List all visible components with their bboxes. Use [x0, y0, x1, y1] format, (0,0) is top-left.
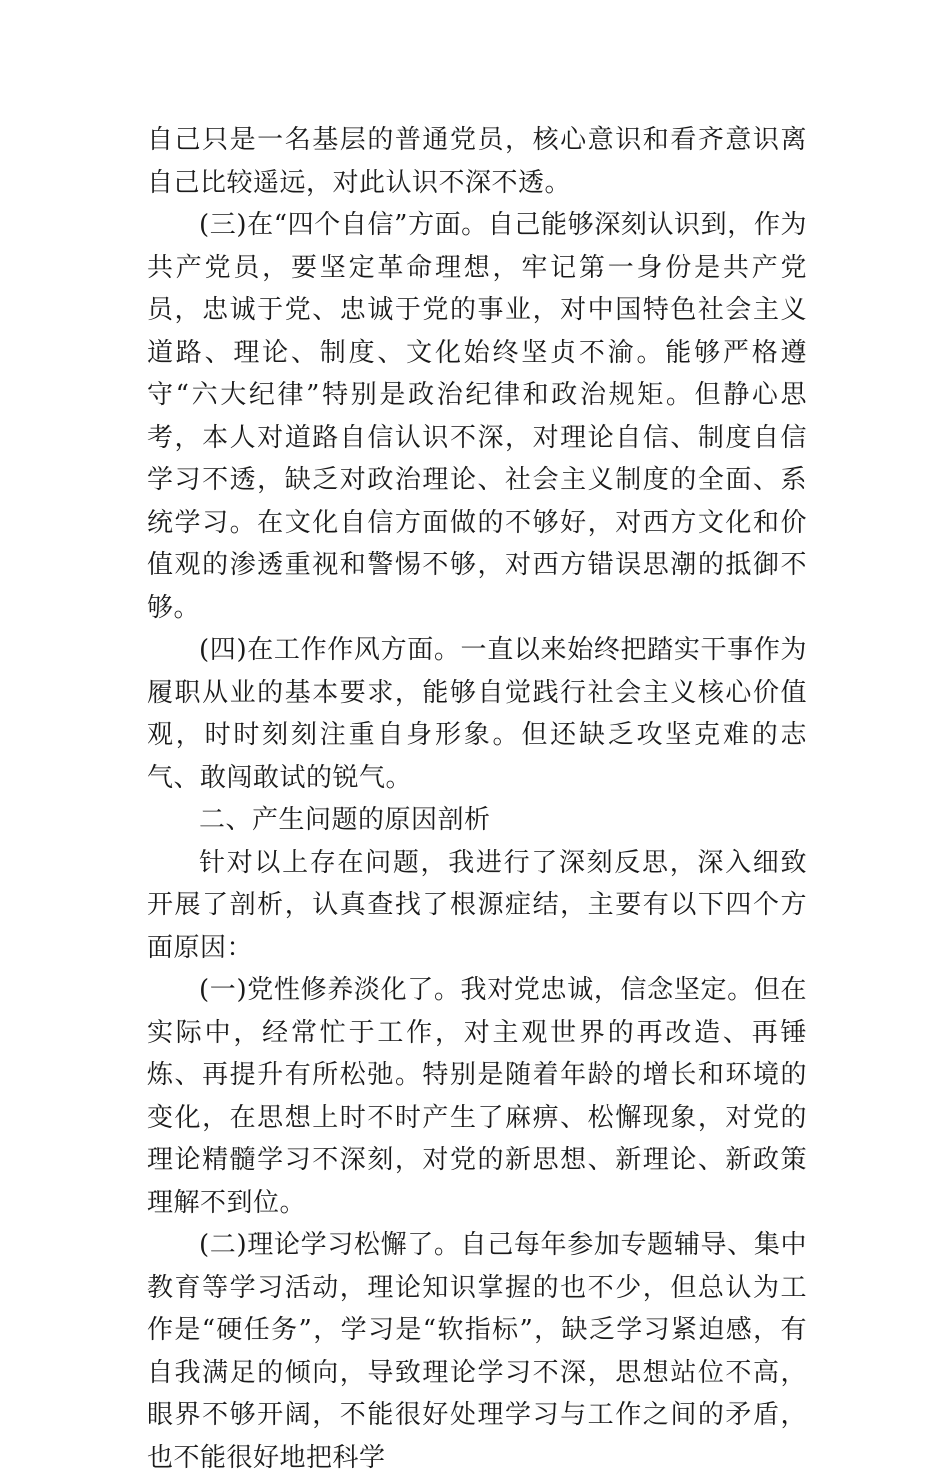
section-heading-cause-analysis: 二、产生问题的原因剖析	[199, 805, 491, 835]
paragraph-four-confidences: (三)在“四个自信”方面。自己能够深刻认识到，作为共产党员，要坚定革命理想，牢记第一身份是共产党员，忠诚于党、忠诚于党的事业，对中国特色社会主义道路、理论、制度、文化始终坚贞不渝。能够严格遵守“六大纪律”特别是政治纪律和政治规矩。但静心思考，本人对道路自信认识不深，对理论自信、制度自信学习不透，缺乏对政治理论、社会主义制度的全面、系统学习。在文化自信方面做的不够好，对西方文化和价值观的渗透重视和警惕不够，对西方错误思潮的抵御不够。	[147, 210, 807, 623]
paragraph-continuation: 自己只是一名基层的普通党员，核心意识和看齐意识离自己比较遥远，对此认识不深不透。	[147, 125, 807, 198]
paragraph-analysis-intro: 针对以上存在问题，我进行了深刻反思，深入细致开展了剖析，认真查找了根源症结，主要有以下四个方面原因：	[147, 847, 807, 963]
paragraph-work-style: (四)在工作作风方面。一直以来始终把踏实干事作为履职从业的基本要求，能够自觉践行社会主义核心价值观，时时刻刻注重自身形象。但还缺乏攻坚克难的志气、敢闯敢试的锐气。	[147, 635, 807, 793]
paragraph-theory-study: (二)理论学习松懈了。自己每年参加专题辅导、集中教育等学习活动，理论知识掌握的也不少，但总认为工作是“硬任务”，学习是“软指标”，缺乏学习紧迫感，有自我满足的倾向，导致理论学习不深，思想站位不高，眼界不够开阔，不能很好处理学习与工作之间的矛盾，也不能很好地把科学	[147, 1230, 807, 1473]
paragraph-party-cultivation: (一)党性修养淡化了。我对党忠诚，信念坚定。但在实际中，经常忙于工作，对主观世界的再改造、再锤炼、再提升有所松弛。特别是随着年龄的增长和环境的变化，在思想上时不时产生了麻痹、松懈现象，对党的理论精髓学习不深刻，对党的新思想、新理论、新政策理解不到位。	[147, 975, 807, 1218]
document-page	[147, 119, 807, 1479]
